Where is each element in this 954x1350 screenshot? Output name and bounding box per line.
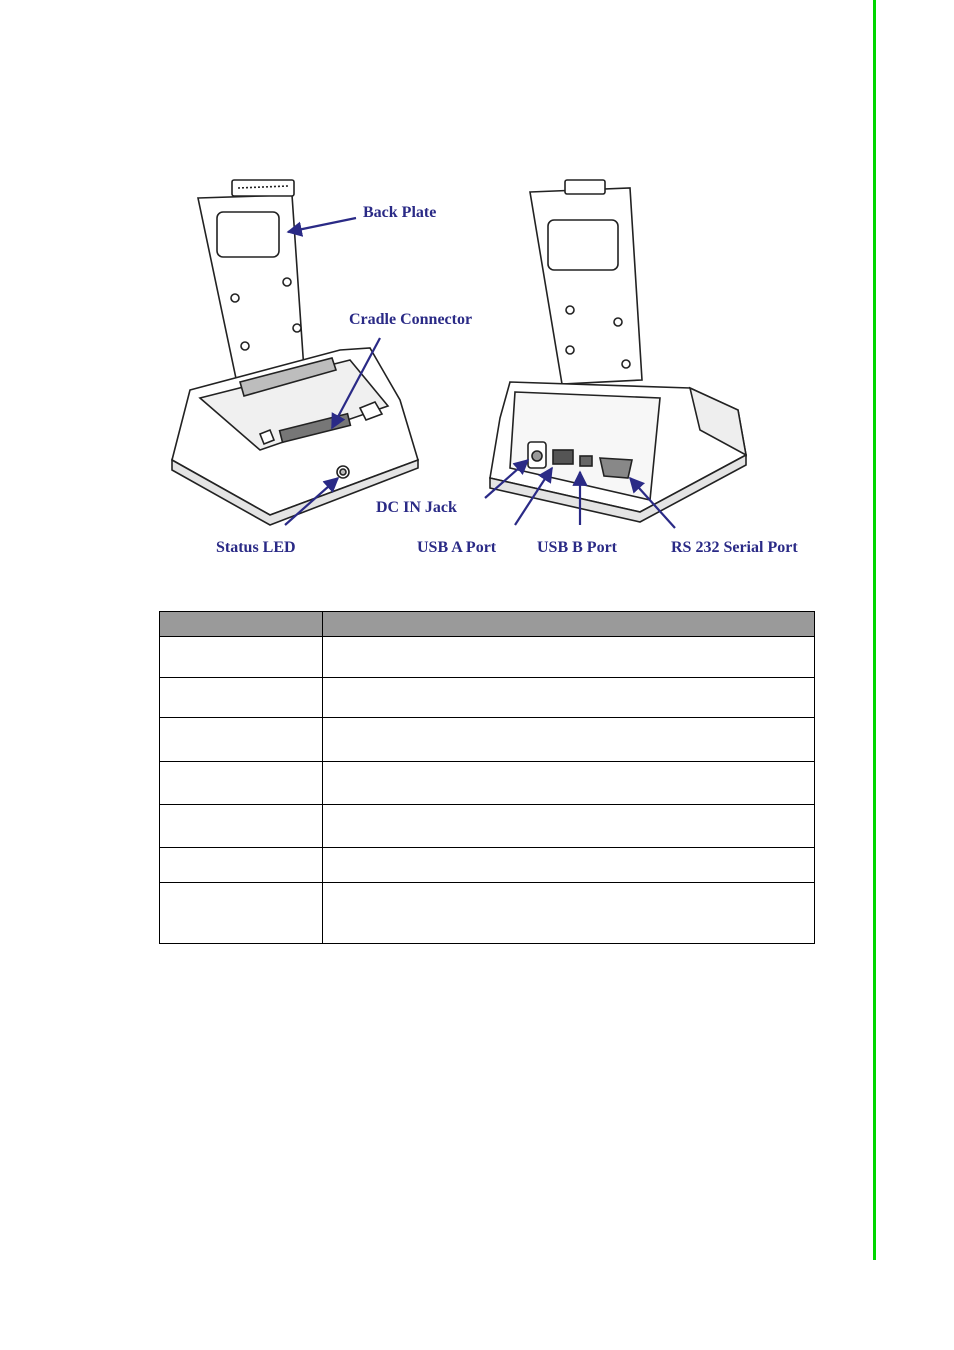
cradle-rear-view [490,180,746,522]
table-cell [160,678,323,718]
table-row [160,637,815,678]
label-usb-a-port: USB A Port [417,539,497,556]
label-rs232-serial-port: RS 232 Serial Port [671,539,798,556]
label-dc-in-jack: DC IN Jack [376,499,457,516]
table-cell [323,718,815,762]
table-cell [160,883,323,944]
table-row [160,848,815,883]
table-cell [323,762,815,805]
table-row [160,762,815,805]
cradle-illustration [160,160,820,570]
table-header-cell [323,612,815,637]
table-row [160,718,815,762]
label-cradle-connector: Cradle Connector [349,311,473,328]
table-cell [323,848,815,883]
table-cell [160,762,323,805]
spec-table [159,611,815,944]
table-cell [160,805,323,848]
table-header-cell [160,612,323,637]
table-cell [160,718,323,762]
table-cell [160,637,323,678]
table-header-row [160,612,815,637]
table-row [160,678,815,718]
table-row [160,883,815,944]
cradle-front-view [172,180,418,525]
table-cell [323,637,815,678]
table-cell [323,805,815,848]
table-cell [323,678,815,718]
label-usb-b-port: USB B Port [537,539,617,556]
page-margin-rule [873,0,876,1260]
label-status-led: Status LED [216,539,296,556]
table-row [160,805,815,848]
table-cell [160,848,323,883]
label-back-plate: Back Plate [363,204,437,221]
table-cell [323,883,815,944]
